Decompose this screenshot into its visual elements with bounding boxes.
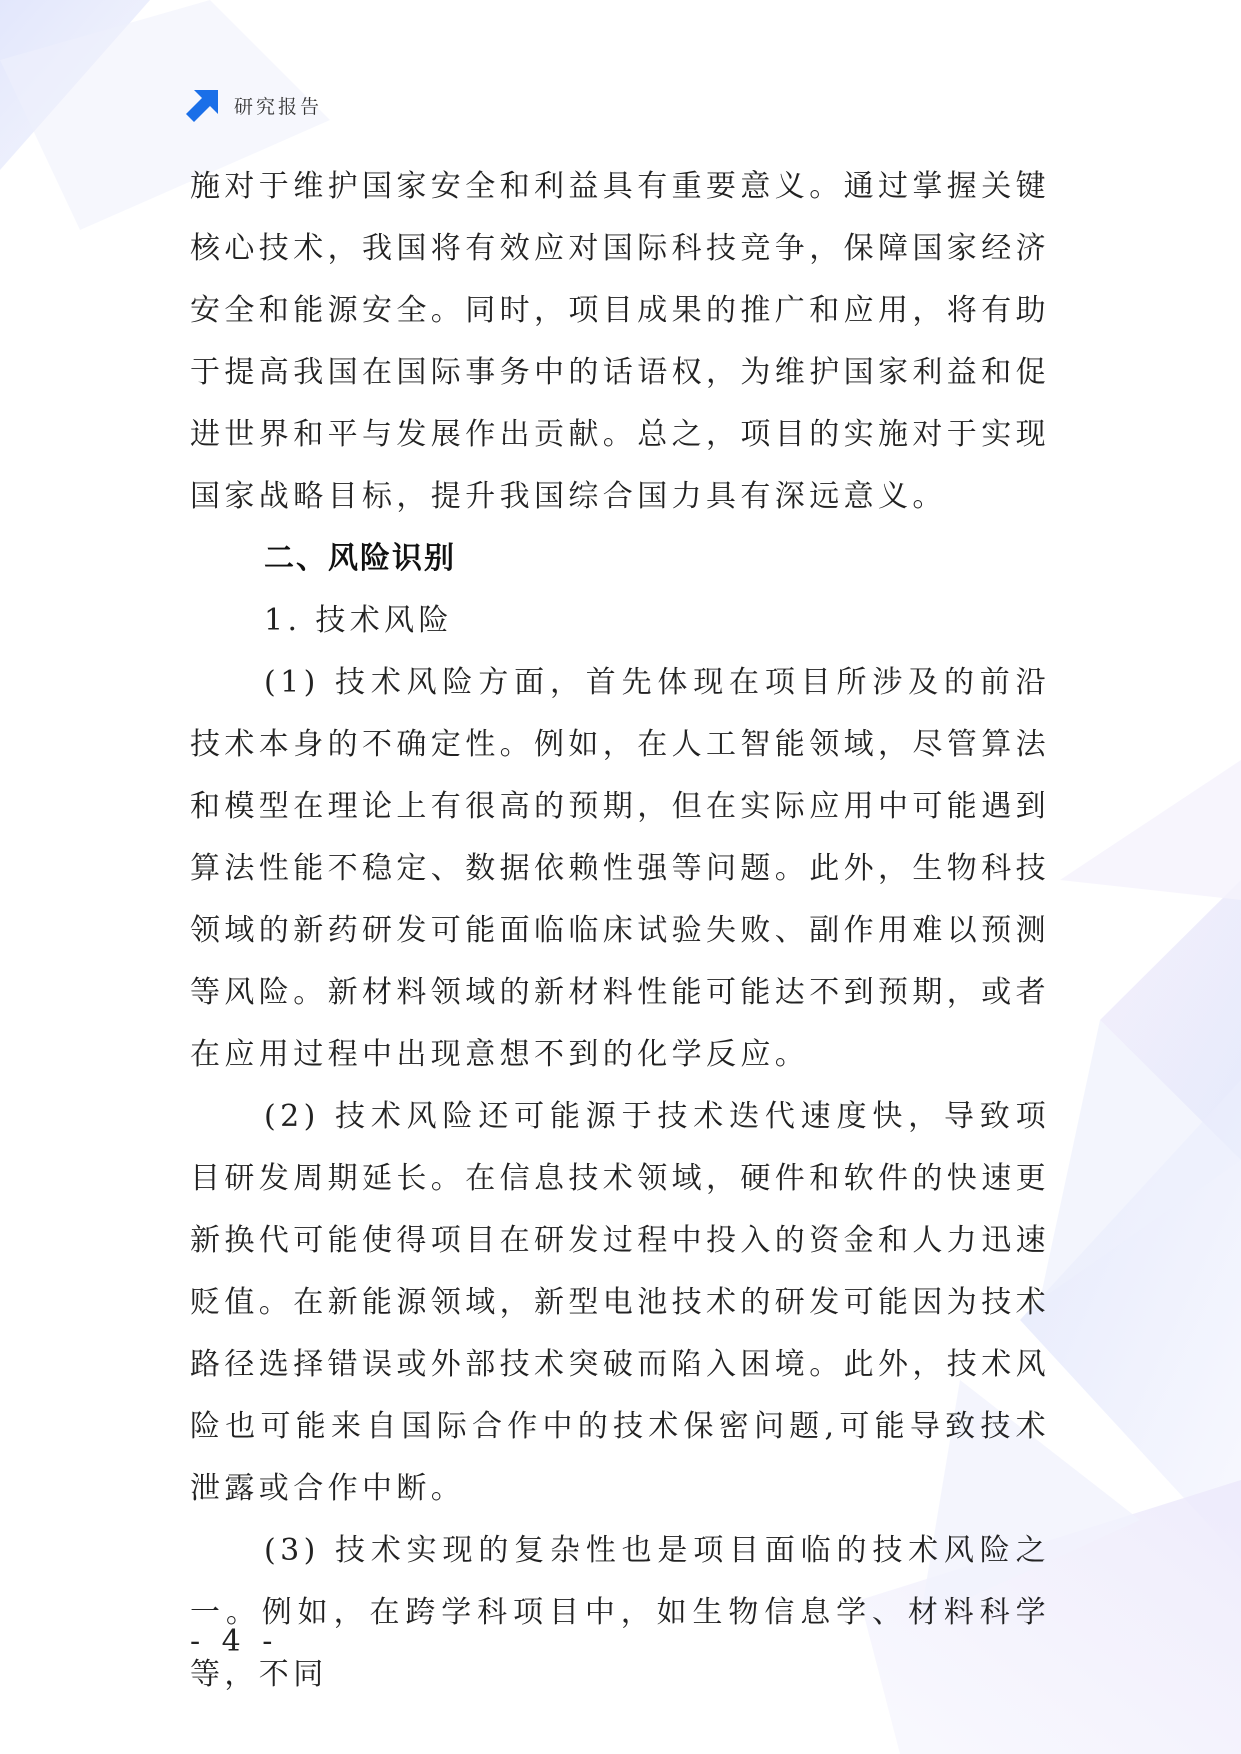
- paragraph-continued: 施对于维护国家安全和利益具有重要意义。通过掌握关键核心技术，我国将有效应对国际科技竞争，保障国家经济安全和能源安全。同时，项目成果的推广和应用，将有助于提高我国在国际事务中的话语权，为维护国家利益和促进世界和平与发展作出贡献。总之，项目的实施对于实现国家战略目标，提升我国综合国力具有深远意义。: [190, 169, 1050, 514]
- paragraph-2: (2) 技术风险还可能源于技术迭代速度快，导致项目研发周期延长。在信息技术领域，硬件和软件的快速更新换代可能使得项目在研发过程中投入的资金和人力迅速贬值。在新能源领域，新型电池技术的研发可能因为技术路径选择错误或外部技术突破而陷入困境。此外，技术风险也可能来自国际合作中的技术保密问题,可能导致技术泄露或合作中断。: [190, 1099, 1050, 1506]
- header-title: 研究报告: [234, 95, 323, 118]
- section-heading: 二、风险识别: [264, 541, 456, 576]
- paragraph-1: (1) 技术风险方面，首先体现在项目所涉及的前沿技术本身的不确定性。例如，在人工智能领域，尽管算法和模型在理论上有很高的预期，但在实际应用中可能遇到算法性能不稳定、数据依赖性强等问题。此外，生物科技领域的新药研发可能面临临床试验失败、副作用难以预测等风险。新材料领域的新材料性能可能达不到预期，或者在应用过程中出现意想不到的化学反应。: [190, 665, 1050, 1072]
- subsection-heading: 1. 技术风险: [264, 603, 453, 638]
- report-header: [186, 88, 322, 122]
- page-number: - 4 -: [190, 1624, 279, 1659]
- document-body: [190, 156, 1050, 1706]
- paragraph-3: (3) 技术实现的复杂性也是项目面临的技术风险之一。例如，在跨学科项目中，如生物信息学、材料科学等，不同: [190, 1533, 1050, 1692]
- arrow-up-right-icon: [186, 88, 220, 122]
